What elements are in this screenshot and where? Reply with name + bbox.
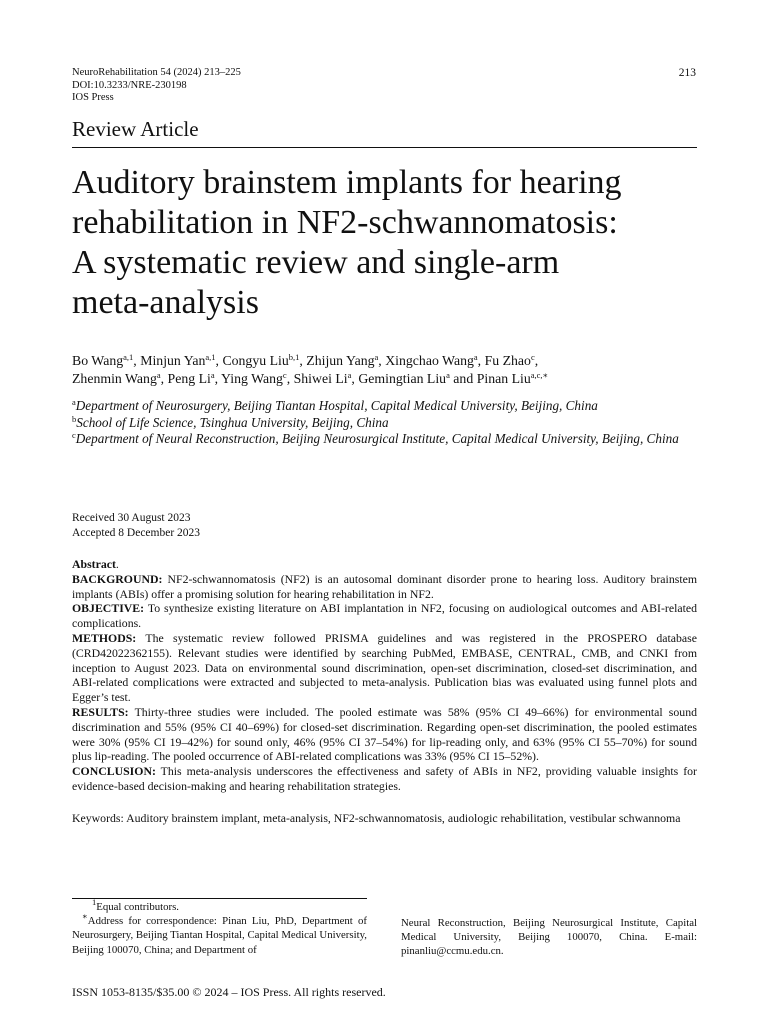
title-line: Auditory brainstem implants for hearing: [72, 164, 622, 201]
abstract-heading: Abstract: [72, 557, 116, 571]
affiliation-text: Department of Neural Reconstruction, Beijing Neurosurgical Institute, Capital Medical University, Beijing, China: [75, 431, 679, 446]
author-name: Zhenmin Wang: [72, 371, 157, 386]
affiliations: [72, 398, 697, 448]
author-affil-mark: c: [282, 370, 287, 380]
author-name: Ying Wang: [221, 371, 283, 386]
footnote-text: Neural Reconstruction, Beijing Neurosurgical Institute, Capital Medical University, Beijing 100070, China. E-mail: pinanliu@ccmu.edu.cn.: [401, 917, 697, 958]
publisher: IOS Press: [72, 92, 114, 103]
author-affil-mark: a: [473, 352, 478, 362]
abstract-objective: [72, 601, 697, 631]
section-text: Thirty-three studies were included. The pooled estimate was 58% (95% CI 49–66%) for environmental sound discrimination and 55% (95% CI 40–69%) for closed-set discrimination. Regarding open-set discrimination, the pooled estimates were 30% (95% CI 19–42%) for sound only, 46% (95% CI 37–54%) for lip-reading only, and 63% (95% CI 55–70%) for sound plus lip-reading. The pooled occurrence of ABI-related complications was 33% (95% CI 15–52%).: [72, 704, 697, 764]
author-affil-mark: b,1: [288, 352, 300, 362]
affiliation-text: School of Life Science, Tsinghua University, Beijing, China: [76, 414, 389, 430]
keywords-text: Auditory brainstem implant, meta-analysis, NF2-schwannomatosis, audiologic rehabilitation, vestibular schwannoma: [126, 811, 681, 825]
author-affil-mark: a: [374, 352, 379, 362]
affiliation: [72, 398, 697, 415]
affiliation-label: a: [72, 397, 76, 407]
section-label: OBJECTIVE:: [72, 601, 145, 616]
article-dates: [72, 511, 200, 540]
author-name: Bo Wang: [72, 353, 124, 368]
accepted-date: Accepted 8 December 2023: [72, 526, 201, 539]
author-affil-mark: a: [210, 370, 215, 380]
section-label: RESULTS:: [72, 704, 129, 719]
section-label: BACKGROUND:: [72, 571, 163, 586]
abstract-conclusion: [72, 764, 697, 794]
author-affil-mark: a: [446, 370, 450, 380]
affiliation-label: c: [72, 430, 76, 440]
footnote-text: Equal contributors.: [96, 901, 180, 913]
author-name: Congyu Liu: [222, 353, 289, 368]
author-name: Xingchao Wang: [385, 353, 474, 368]
abstract: Abstract. BACKGROUND: NF2-schwannomatosis (NF2) is an autosomal dominant disorder prone to hearing loss. Auditory brainstem implants (ABIs) offer a promising solution for hearing rehabilitation in NF2. OBJECTIVE: To synthesize existing literature on ABI implantation in NF2, focusing on audiological outcomes and ABI-related complications. METHODS: The systematic review followed PRISMA guidelines and was registered in the PROSPERO database (CRD42022362155). Relevant studies were identified by searching PubMed, EMBASE, CENTRAL, CMB, and CNKI from inception to August 2023. Data on environmental sound discrimination, open-set discrimination, closed-set discrimination, and ABI-related complications were extracted and subjected to meta-analysis. Publication bias was evaluated using funnel plots and Egger’s test. RESULTS: Thirty-three studies were included. The pooled estimate was 58% (95% CI 49–66%) for environmental sound discrimination and 55% (95% CI 40–69%) for closed-set discrimination. Regarding open-set discrimination, the pooled estimates were 30% (95% CI 19–42%) for sound only, 46% (95% CI 37–54%) for lip-reading only, and 63% (95% CI 55–70%) for sound plus lip-reading. The pooled occurrence of ABI-related complications was 33% (95% CI 15–52%). CONCLUSION: This meta-analysis underscores the effectiveness and safety of ABIs in NF2, providing valuable insights for evidence-based decision-making and hearing rehabilitation strategies.: [72, 557, 698, 793]
journal-citation: NeuroRehabilitation 54 (2024) 213–225: [72, 67, 241, 78]
title-line: meta-analysis: [72, 284, 259, 321]
section-text: The systematic review followed PRISMA guidelines and was registered in the PROSPERO database (CRD42022362155). Relevant studies were identified by searching PubMed, EMBASE, CENTRAL, CMB, and CNKI from inception to August 2023. Data on environmental sound discrimination, open-set discrimination, closed-set discrimination, and ABI-related complications were extracted and subjected to meta-analysis. Publication bias was evaluated using funnel plots and Egger’s test.: [72, 630, 697, 705]
author-affil-mark: c: [530, 352, 535, 362]
affiliation: [72, 431, 697, 448]
page-number: 213: [678, 67, 696, 79]
footnotes-right: [401, 916, 697, 959]
author-name: Peng Li: [167, 371, 211, 386]
footnote-mark: ∗: [82, 911, 88, 922]
doi: DOI:10.3233/NRE-230198: [72, 79, 187, 91]
received-date: Received 30 August 2023: [72, 512, 191, 524]
affiliation: [72, 415, 697, 432]
author-affil-mark: a,1: [123, 352, 134, 362]
footnote-correspondence: [72, 911, 367, 957]
abstract-results: [72, 705, 697, 764]
issn-line: ISSN 1053-8135/$35.00 © 2024 – IOS Press. All rights reserved.: [72, 985, 386, 999]
author-name: Gemingtian Liu: [358, 371, 447, 386]
author-affil-mark: a: [156, 370, 161, 380]
author-affil-mark: a: [347, 370, 352, 380]
author-name: Zhijun Yang: [306, 353, 375, 368]
author-name: Pinan Liu: [476, 371, 531, 386]
abstract-background: [72, 572, 697, 602]
keywords-label: Keywords:: [72, 811, 124, 825]
author-affil-mark: a,1: [205, 352, 216, 362]
section-label: CONCLUSION:: [72, 764, 156, 779]
keywords: [72, 811, 697, 826]
abstract-methods: [72, 631, 697, 705]
journal-meta: [72, 67, 241, 105]
section-label: METHODS:: [72, 630, 137, 645]
footnote-text: Address for correspondence: Pinan Liu, PhD, Department of Neurosurgery, Beijing Tiantan Hospital, Capital Medical University, Beijing 100070, China; and Department of: [72, 915, 367, 956]
footnotes-left: [72, 897, 367, 957]
affiliation-text: Department of Neurosurgery, Beijing Tiantan Hospital, Capital Medical University, Beijing, China: [75, 398, 598, 413]
section-text: This meta-analysis underscores the effectiveness and safety of ABIs in NF2, providing valuable insights for evidence-based decision-making and hearing rehabilitation strategies.: [72, 764, 697, 793]
title-line: A systematic review and single-arm: [72, 244, 560, 281]
author-affil-mark: a,c,∗: [530, 370, 549, 380]
author-name: Minjun Yan: [140, 353, 206, 368]
author-name: Shiwei Li: [293, 371, 348, 386]
article-title: [72, 163, 712, 323]
author-name: Fu Zhao: [484, 353, 531, 368]
article-type: Review Article: [72, 117, 199, 141]
affiliation-label: b: [72, 413, 77, 424]
footnote-mark: 1: [92, 897, 97, 907]
footnote-rule: [72, 898, 367, 899]
title-line: rehabilitation in NF2-schwannomatosis:: [72, 204, 618, 241]
header-rule: [72, 147, 697, 148]
section-text: NF2-schwannomatosis (NF2) is an autosomal dominant disorder prone to hearing loss. Auditory brainstem implants (ABIs) offer a promising solution for hearing rehabilitation in NF2.: [72, 571, 698, 601]
section-text: To synthesize existing literature on ABI implantation in NF2, focusing on audiological outcomes and ABI-related complications.: [72, 601, 697, 631]
footnote-equal: [72, 897, 367, 914]
author-list: Bo Wang$^{a,1}$, Minjun Yan$^{a,1}$, Congyu Liu$^{b,1}$, Zhijun Yang$^a$, Xingchao Wang$^a$, Fu Zhao$^c$, Zhenmin Wang$^a$, Peng Li$^a$, Ying Wang$^c$, Shiwei Li$^a$, Gemingtian Liu$^a$ and Pinan Liu$^{a,c,∗}$: [72, 352, 549, 386]
